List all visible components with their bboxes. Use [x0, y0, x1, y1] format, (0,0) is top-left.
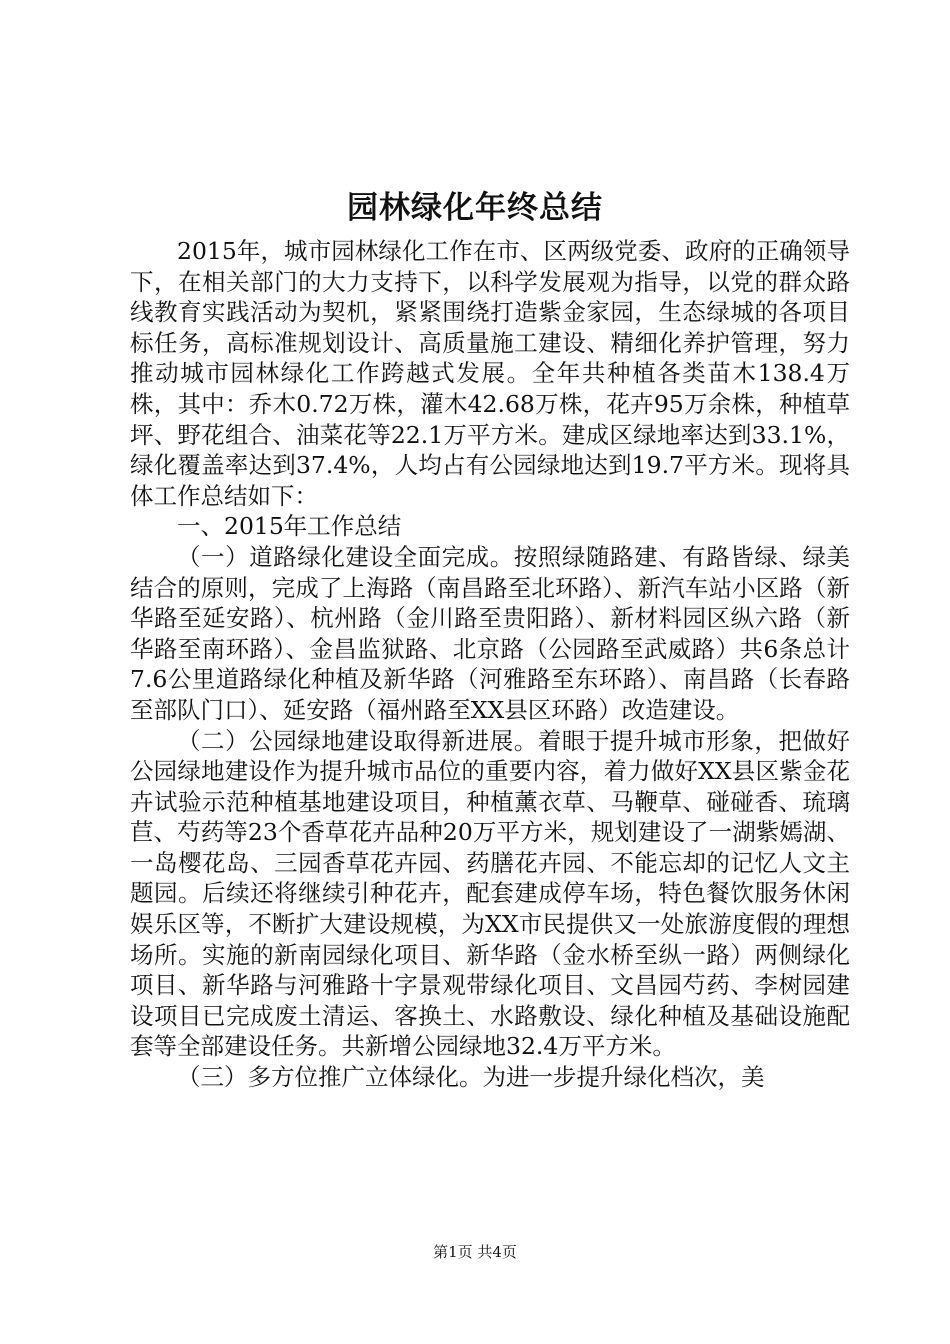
page-number-footer: 第1页 共4页 — [433, 1243, 517, 1261]
park-greenspace-paragraph: （二）公园绿地建设取得新进展。着眼于提升城市形象，把做好公园绿地建设作为提升城市品位的重要内容，着力做好XX县区紫金花卉试验示范种植基地建设项目，种植薰衣草、马鞭草、碰碰香、琉璃苣、芍药等23个香草花卉品种20万平方米，规划建设了一湖紫嫣湖、一岛樱花岛、三园香草花卉园、药膳花卉园、不能忘却的记忆人文主题园。后续还将继续引种花卉，配套建成停车场，特色餐饮服务休闲娱乐区等，不断扩大建设规模，为XX市民提供又一处旅游度假的理想场所。实施的新南园绿化项目、新华路（金水桥至纵一路）两侧绿化项目、新华路与河雅路十字景观带绿化项目、文昌园芍药、李树园建设项目已完成废土清运、客换土、水路敷设、绿化种植及基础设施配套等全部建设任务。共新增公园绿地32.4万平方米。 — [130, 726, 850, 1061]
document-body — [130, 236, 850, 1093]
vertical-greening-paragraph: （三）多方位推广立体绿化。为进一步提升绿化档次，美 — [177, 1063, 765, 1092]
section-heading: 一、2015年工作总结 — [177, 512, 402, 541]
intro-paragraph: 2015年，城市园林绿化工作在市、区两级党委、政府的正确领导下，在相关部门的大力支持下，以科学发展观为指导，以党的群众路线教育实践活动为契机，紧紧围绕打造紫金家园，生态绿城的各项目标任务，高标准规划设计、高质量施工建设、精细化养护管理，努力推动城市园林绿化工作跨越式发展。全年共种植各类苗木138.4万株，其中：乔木0.72万株，灌木42.68万株，花卉95万余株，种植草坪、野花组合、油菜花等22.1万平方米。建成区绿地率达到33.1%，绿化覆盖率达到37.4%，人均占有公园绿地达到19.7平方米。现将具体工作总结如下： — [130, 237, 850, 510]
document-title: 园林绿化年终总结 — [347, 190, 603, 226]
road-greening-paragraph: （一）道路绿化建设全面完成。按照绿随路建、有路皆绿、绿美结合的原则，完成了上海路（南昌路至北环路）、新汽车站小区路（新华路至延安路）、杭州路（金川路至贵阳路）、新材料园区纵六路（新华路至南环路）、金昌监狱路、北京路（公园路至武威路）共6条总计7.6公里道路绿化种植及新华路（河雅路至东环路）、南昌路（长春路至部队门口）、延安路（福州路至XX县区环路）改造建设。 — [130, 542, 850, 724]
